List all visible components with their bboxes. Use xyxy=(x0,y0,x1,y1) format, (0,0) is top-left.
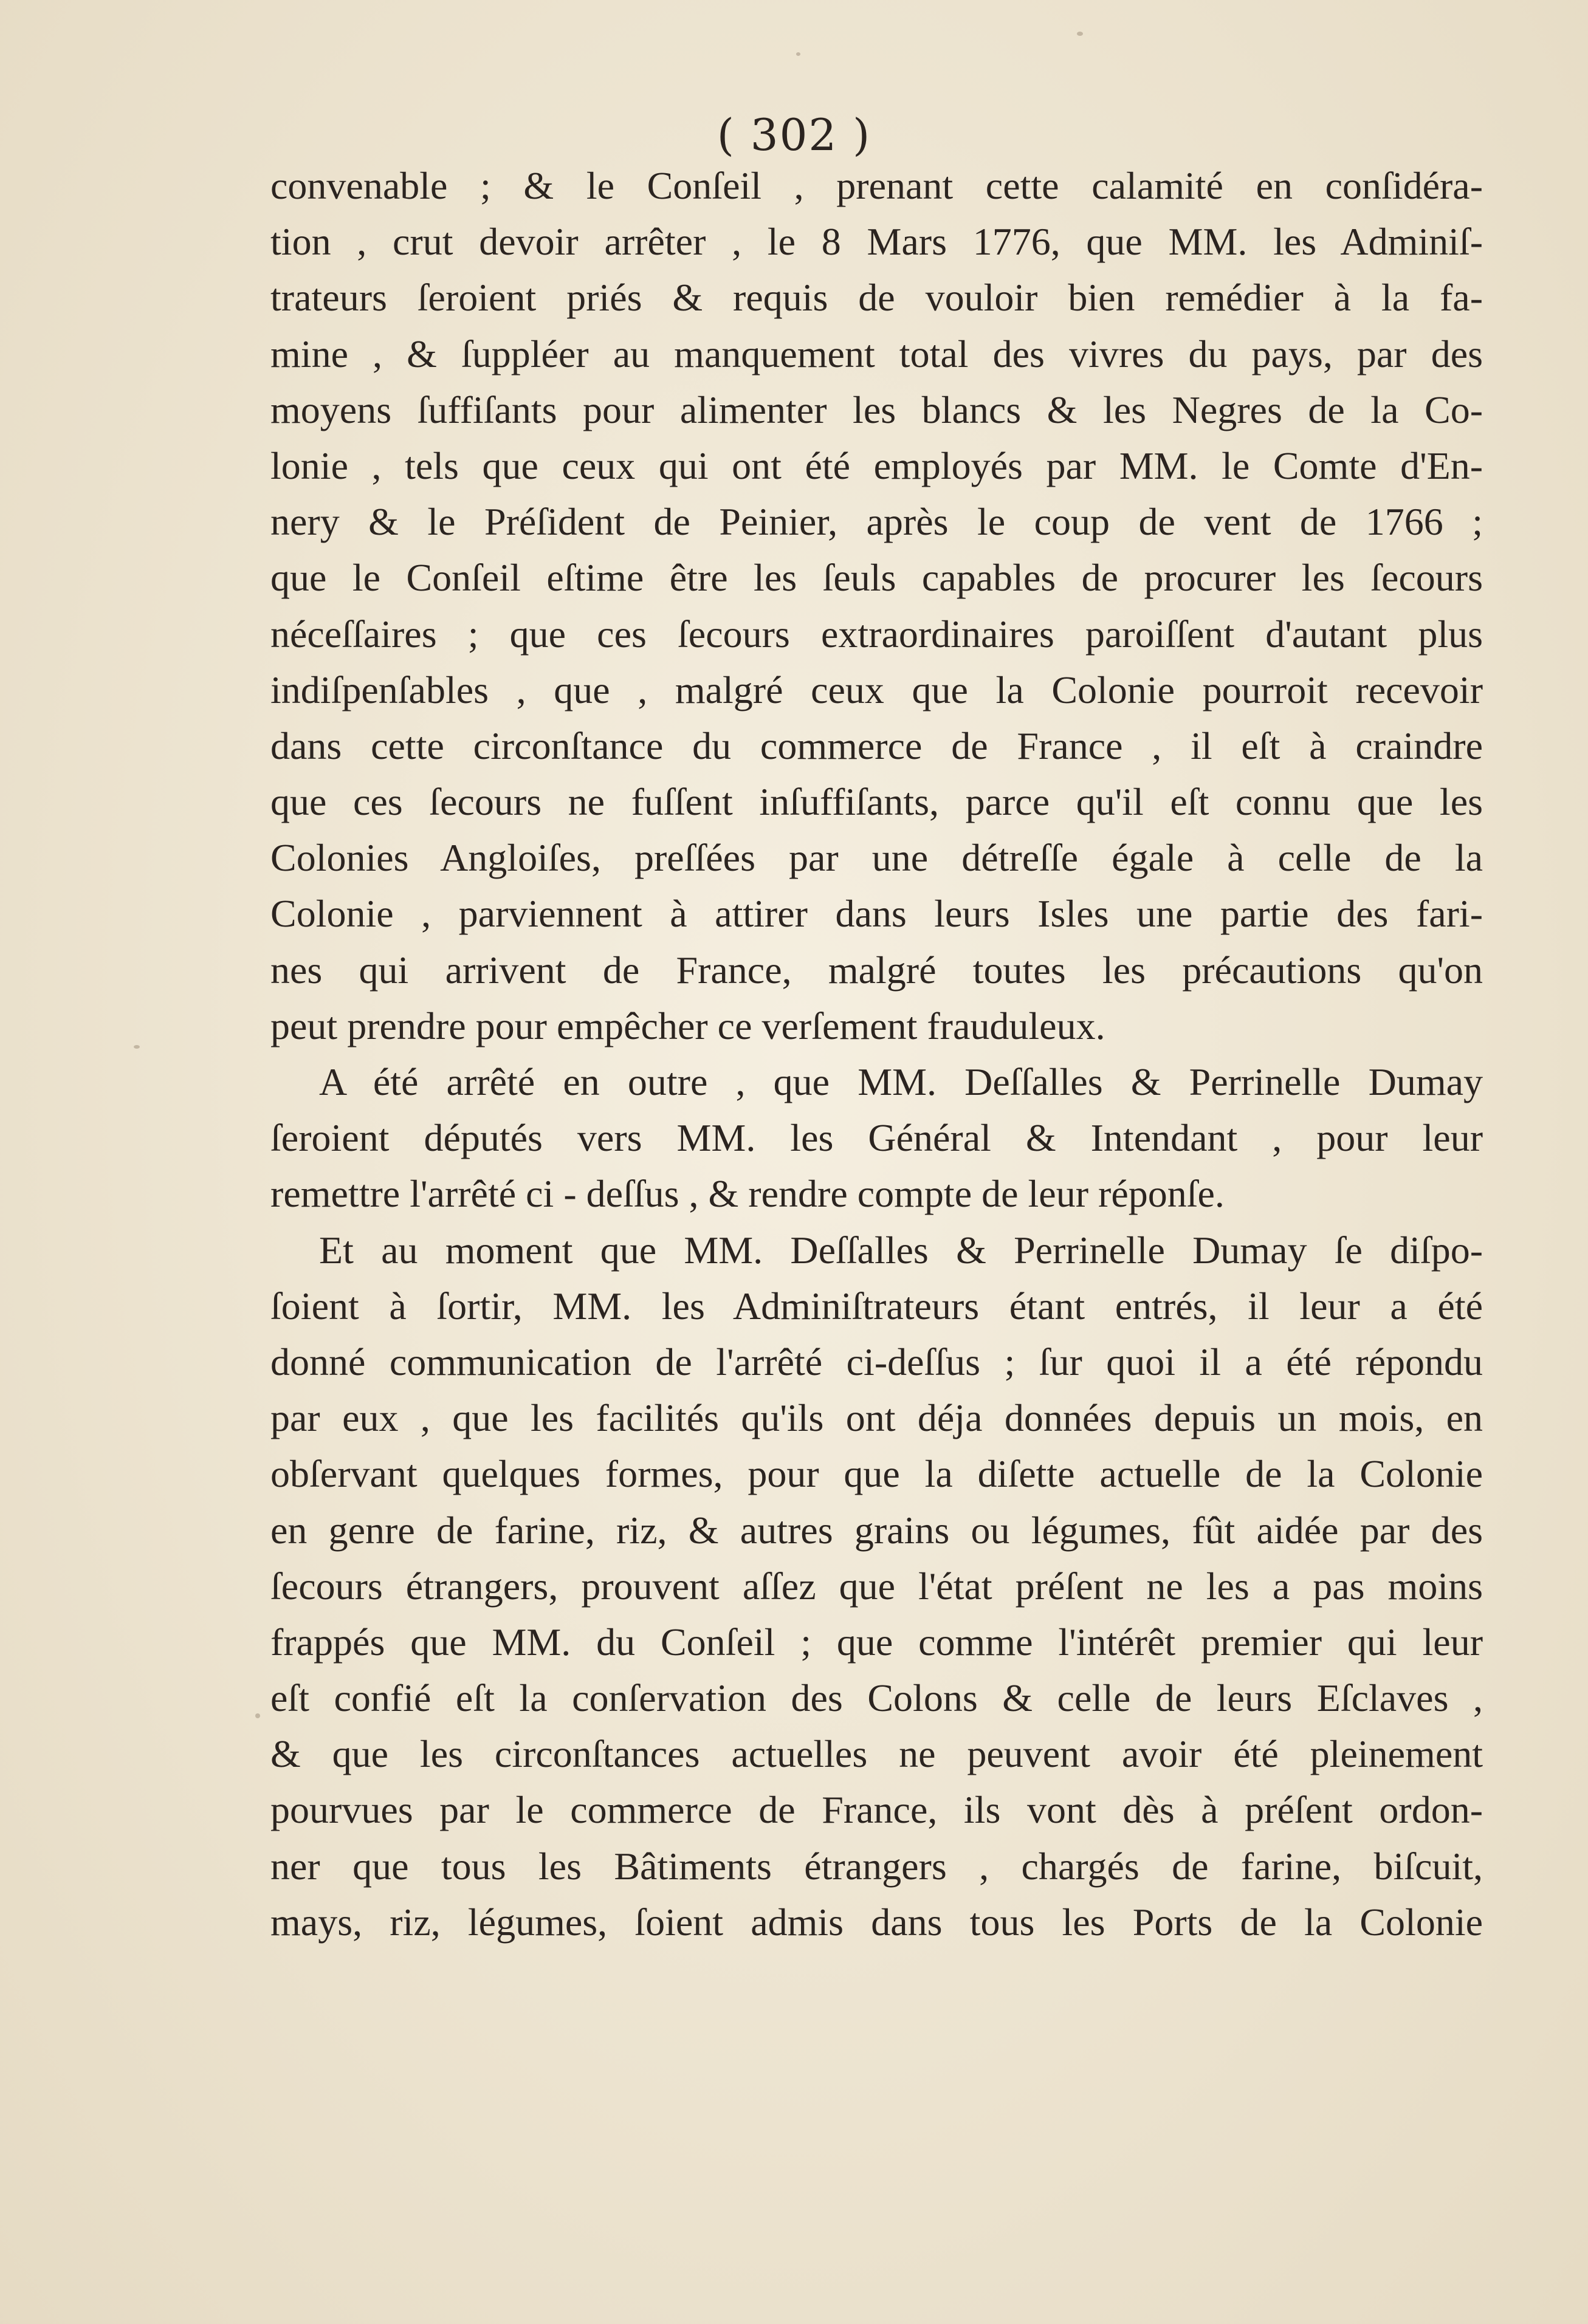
text-line: obſervant quelques formes, pour que la diſette actuelle de la Colonie xyxy=(270,1452,1483,1496)
text-line: que le Conſeil eſtime être les ſeuls capables de procurer les ſecours xyxy=(270,556,1483,600)
text-line: indiſpenſables , que , malgré ceux que la Colonie pourroit recevoir xyxy=(270,668,1483,711)
text-line: ner que tous les Bâtiments étrangers , chargés de farine, biſcuit, xyxy=(270,1844,1483,1888)
text-line: A été arrêté en outre , que MM. Deſſalles & Perrinelle Dumay xyxy=(319,1060,1483,1103)
text-line: lonie , tels que ceux qui ont été employés par MM. le Comte d'En- xyxy=(270,444,1483,487)
text-line: ſoient à ſortir, MM. les Adminiſtrateurs étant entrés, il leur a été xyxy=(270,1284,1483,1328)
text-line: ſeroient députés vers MM. les Général & Intendant , pour leur xyxy=(270,1116,1483,1160)
text-line: ſecours étrangers, prouvent aſſez que l'état préſent ne les a pas moins xyxy=(270,1564,1483,1608)
page-number: ( 302 ) xyxy=(717,109,871,160)
text-line: pourvues par le commerce de France, ils vont dès à préſent ordon- xyxy=(270,1788,1483,1832)
text-line: moyens ſuffiſants pour alimenter les blancs & les Negres de la Co- xyxy=(270,388,1483,431)
text-line: & que les circonſtances actuelles ne peuvent avoir été pleinement xyxy=(270,1732,1483,1776)
text-line: frappés que MM. du Conſeil ; que comme l'intérêt premier qui leur xyxy=(270,1620,1483,1664)
text-line: mays, riz, légumes, ſoient admis dans tous les Ports de la Colonie xyxy=(270,1900,1483,1944)
text-line: peut prendre pour empêcher ce verſement frauduleux. xyxy=(270,1004,1105,1047)
text-line: dans cette circonſtance du commerce de France , il eſt à craindre xyxy=(270,724,1483,767)
ink-spot xyxy=(134,1045,140,1049)
text-line: par eux , que les facilités qu'ils ont déja données depuis un mois, en xyxy=(270,1396,1483,1440)
text-line: que ces ſecours ne fuſſent inſuffiſants, parce qu'il eſt connu que les xyxy=(270,780,1483,824)
text-line: en genre de farine, riz, & autres grains ou légumes, fût aidée par des xyxy=(270,1508,1483,1552)
text-line: nes qui arrivent de France, malgré toutes les précautions qu'on xyxy=(270,948,1483,992)
text-line: Colonie , parviennent à attirer dans leurs Isles une partie des fari- xyxy=(270,892,1483,936)
text-line: mine , & ſuppléer au manquement total des vivres du pays, par des xyxy=(270,332,1483,375)
text-line: remettre l'arrêté ci - deſſus , & rendre compte de leur réponſe. xyxy=(270,1172,1225,1216)
ink-spot xyxy=(255,1713,260,1718)
text-line: Colonies Angloiſes, preſſées par une détreſſe égale à celle de la xyxy=(270,836,1483,880)
text-line: nery & le Préſident de Peinier, après le coup de vent de 1766 ; xyxy=(270,500,1483,544)
ink-spot xyxy=(1077,32,1083,36)
body-text xyxy=(270,158,1483,1950)
text-line: trateurs ſeroient priés & requis de vouloir bien remédier à la fa- xyxy=(270,276,1483,320)
paragraph xyxy=(270,1054,1483,1222)
text-line: néceſſaires ; que ces ſecours extraordinaires paroiſſent d'autant plus xyxy=(270,612,1483,656)
text-line: convenable ; & le Conſeil , prenant cette calamité en conſidéra- xyxy=(270,164,1483,207)
text-line: Et au moment que MM. Deſſalles & Perrinelle Dumay ſe diſpo- xyxy=(319,1228,1483,1272)
paragraph xyxy=(270,158,1483,1054)
ink-spot xyxy=(796,52,800,56)
text-line: eſt confié eſt la conſervation des Colons & celle de leurs Eſclaves , xyxy=(270,1676,1483,1720)
text-line: donné communication de l'arrêté ci-deſſus ; ſur quoi il a été répondu xyxy=(270,1340,1483,1383)
text-line: tion , crut devoir arrêter , le 8 Mars 1776, que MM. les Adminiſ- xyxy=(270,220,1483,264)
paragraph xyxy=(270,1222,1483,1950)
